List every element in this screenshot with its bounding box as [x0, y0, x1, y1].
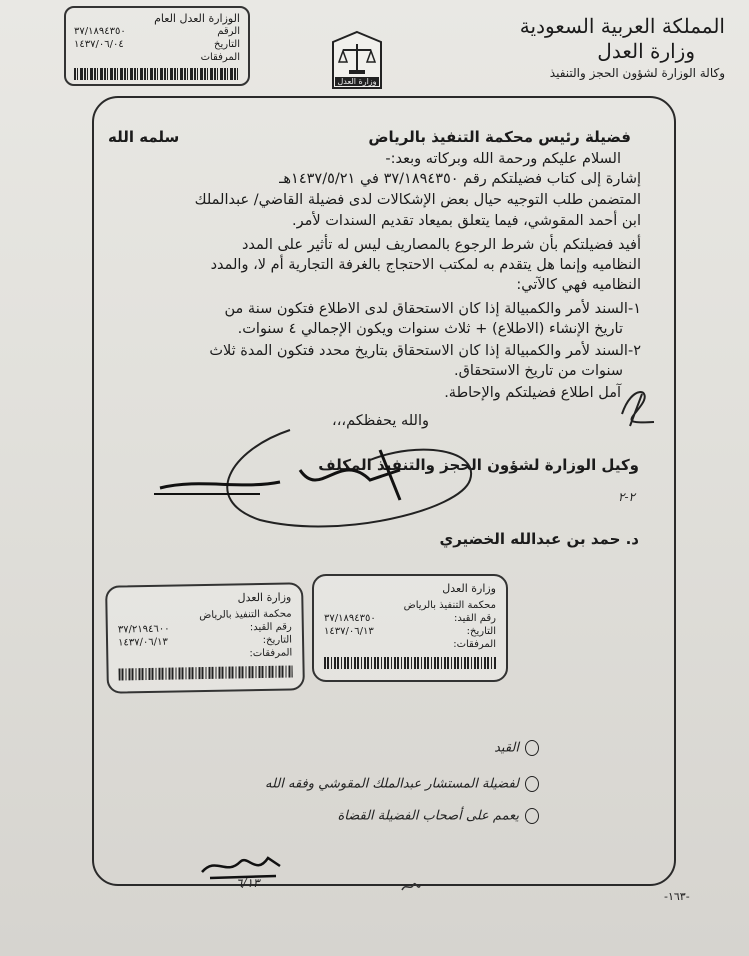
- ministry-name: وزارة العدل: [597, 39, 695, 63]
- stamp-left-date-value: ١٤٣٧/٠٦/١٣: [117, 636, 168, 649]
- emblem-caption: وزارة العدل: [337, 77, 377, 86]
- letterhead: [475, 14, 725, 82]
- stamp-left-entry-label: رقم القيد:: [249, 621, 292, 634]
- court-stamp-left: [105, 582, 305, 693]
- stamp-left-ministry: وزارة العدل: [237, 590, 292, 605]
- agency-name: وكالة الوزارة لشؤون الحجز والتنفيذ: [549, 66, 725, 80]
- bottom-signature-date: ٦/١٣: [236, 876, 260, 890]
- ref-attachments-label: المرفقات: [200, 52, 240, 63]
- court-stamp-right: [312, 574, 508, 682]
- ref-number-value: ٣٧/١٨٩٤٣٥٠: [74, 26, 126, 37]
- stamp-right-ministry: وزارة العدل: [442, 582, 496, 595]
- handwritten-note-3: [337, 808, 539, 824]
- handwritten-note-1: [494, 740, 539, 756]
- signature-scribble: [140, 410, 500, 540]
- closing: آمل اطلاع فضيلتكم والإحاطة.: [444, 385, 621, 401]
- kingdom-name: المملكة العربية السعودية: [519, 14, 725, 38]
- item-2-line-1: ٢-السند لأمر والكمبيالة إذا كان الاستحقاق بتاريخ محدد فتكون المدة ثلاث: [209, 343, 641, 359]
- ref-title: الوزارة العدل العام: [154, 12, 240, 25]
- paragraph-1-line-2: المتضمن طلب التوجيه حيال بعض الإشكالات لدى فضيلة القاضي/ عبدالملك: [194, 192, 641, 208]
- reference-box: [64, 6, 250, 86]
- blessing: والله يحفظكم،،،: [332, 413, 429, 429]
- stamp-right-date-label: التاريخ:: [466, 626, 496, 637]
- salutation: سلمه الله: [108, 128, 180, 146]
- footer-mark-icon: [400, 880, 422, 894]
- note-3-text: يعمم على أصحاب الفضيلة القضاة: [337, 808, 519, 824]
- signatory-name: د. حمد بن عبدالله الخضيري: [439, 530, 639, 548]
- paragraph-2-line-3: النظاميه فهي كالآتي:: [516, 277, 641, 293]
- paragraph-1-line-1: إشارة إلى كتاب فضيلتكم رقم ٣٧/١٨٩٤٣٥٠ في ١٤٣٧/٥/٢١هـ: [279, 171, 641, 187]
- item-2-line-2: سنوات من تاريخ الاستحقاق.: [454, 363, 623, 379]
- addressee-row: [108, 128, 631, 146]
- note-2-text: لفضيلة المستشار عبدالملك المقوشي وفقه الله: [265, 776, 519, 792]
- stamp-right-court: محكمة التنفيذ بالرياض: [403, 600, 496, 611]
- ref-barcode: [74, 68, 240, 80]
- stamp-right-attachments-label: المرفقات:: [453, 639, 496, 650]
- stamp-left-court: محكمة التنفيذ بالرياض: [199, 608, 292, 622]
- ref-date-row: [74, 38, 240, 51]
- ref-date-value: ١٤٣٧/٠٦/٠٤: [74, 39, 124, 50]
- stamp-right-entry-label: رقم القيد:: [454, 613, 496, 624]
- paragraph-2-line-2: النظاميه وإنما هل يتقدم به لمكتب الاحتجاج بالغرفة التجارية أم لا، والمدد: [210, 257, 641, 273]
- stamp-left-attachments-label: المرفقات:: [249, 647, 293, 660]
- stamp-left-date-label: التاريخ:: [262, 634, 293, 646]
- signatory-title: وكيل الوزارة لشؤون الحجز والتنفيذ المكلف: [318, 456, 639, 474]
- stamp-right-date-value: ١٤٣٧/٠٦/١٣: [324, 626, 374, 637]
- ref-date-label: التاريخ: [214, 39, 240, 50]
- side-mark: ٢-٢: [618, 490, 635, 504]
- note-1-text: القيد: [494, 740, 519, 756]
- stamp-left-barcode: [119, 665, 293, 680]
- item-1-line-2: تاريخ الإنشاء (الاطلاع) + ثلاث سنوات ويكون الإجمالي ٤ سنوات.: [237, 321, 623, 337]
- ref-number-row: [74, 25, 240, 38]
- stamp-left-entry-value: ٣٧/٢١٩٤٦٠٠: [117, 623, 170, 636]
- paragraph-2-line-1: أفيد فضيلتكم بأن شرط الرجوع بالمصاريف ليس له تأثير على المدد: [241, 237, 641, 253]
- item-1-line-1: ١-السند لأمر والكمبيالة إذا كان الاستحقاق لدى الاطلاع فتكون سنة من: [224, 301, 641, 317]
- addressee: فضيلة رئيس محكمة التنفيذ بالرياض: [368, 128, 631, 146]
- stamp-right-barcode: [324, 657, 496, 669]
- page-number: -١٦٣-: [664, 890, 690, 903]
- ref-number-label: الرقم: [217, 26, 240, 37]
- greeting: السلام عليكم ورحمة الله وبركاته وبعد:-: [385, 151, 621, 167]
- margin-initials-scribble: [612, 374, 664, 434]
- handwritten-note-2: [265, 776, 539, 792]
- stamp-right-entry-value: ٣٧/١٨٩٤٣٥٠: [324, 613, 376, 624]
- paragraph-1-line-3: ابن أحمد المقوشي، فيما يتعلق بميعاد تقديم السندات لأمر.: [292, 213, 641, 229]
